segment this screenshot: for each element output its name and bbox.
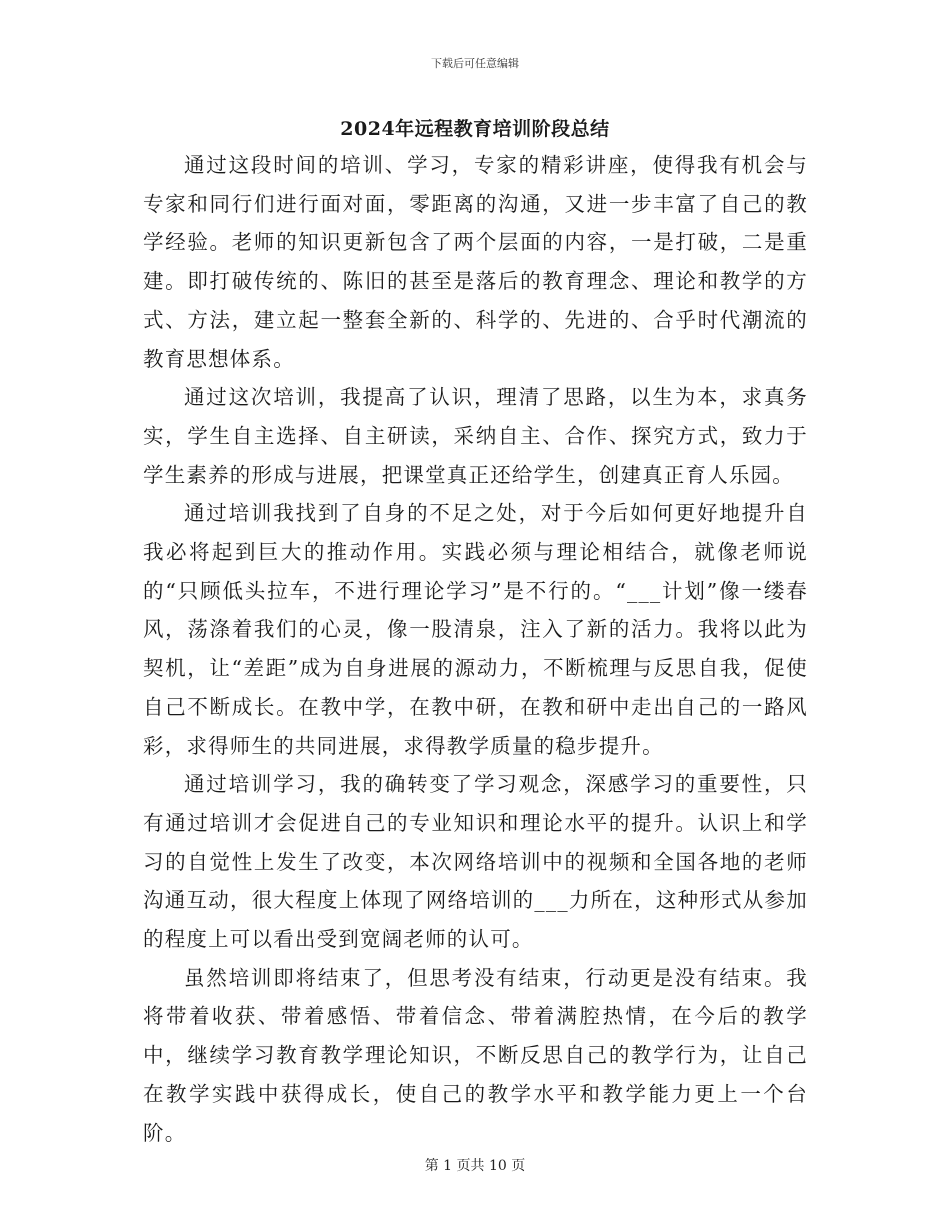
document-body — [143, 146, 808, 1152]
paragraph-5: 虽然培训即将结束了，但思考没有结束，行动更是没有结束。我将带着收获、带着感悟、带着信念、带着满腔热情，在今后的教学中，继续学习教育教学理论知识，不断反思自己的教学行为，让自己在教学实践中获得成长，使自己的教学水平和教学能力更上一个台阶。 — [143, 965, 808, 1145]
page-number-footer: 第 1 页共 10 页 — [424, 1158, 526, 1174]
paragraph-4: 通过培训学习，我的确转变了学习观念，深感学习的重要性，只有通过培训才会促进自己的专业知识和理论水平的提升。认识上和学习的自觉性上发生了改变，本次网络培训中的视频和全国各地的老师沟通互动，很大程度上体现了网络培训的___力所在，这种形式从参加的程度上可以看出受到宽阔老师的认可。 — [143, 772, 808, 952]
paragraph-1: 通过这段时间的培训、学习，专家的精彩讲座，使得我有机会与专家和同行们进行面对面，零距离的沟通，又进一步丰富了自己的教学经验。老师的知识更新包含了两个层面的内容，一是打破，二是重建。即打破传统的、陈旧的甚至是落后的教育理念、理论和教学的方式、方法，建立起一整套全新的、科学的、先进的、合乎时代潮流的教育思想体系。 — [143, 153, 808, 371]
document-title: 2024年远程教育培训阶段总结 — [340, 118, 610, 140]
page-header: 下载后可任意编辑 — [431, 57, 519, 70]
paragraph-3: 通过培训我找到了自身的不足之处，对于今后如何更好地提升自我必将起到巨大的推动作用。实践必须与理论相结合，就像老师说的“只顾低头拉车，不进行理论学习”是不行的。“___计划”像一缕春风，荡涤着我们的心灵，像一股清泉，注入了新的活力。我将以此为契机，让“差距”成为自身进展的源动力，不断梳理与反思自我，促使自己不断成长。在教中学，在教中研，在教和研中走出自己的一路风彩，求得师生的共同进展，求得教学质量的稳步提升。 — [143, 501, 808, 758]
paragraph-2: 通过这次培训，我提高了认识，理清了思路，以生为本，求真务实，学生自主选择、自主研读，采纳自主、合作、探究方式，致力于学生素养的形成与进展，把课堂真正还给学生，创建真正育人乐园。 — [143, 385, 808, 487]
